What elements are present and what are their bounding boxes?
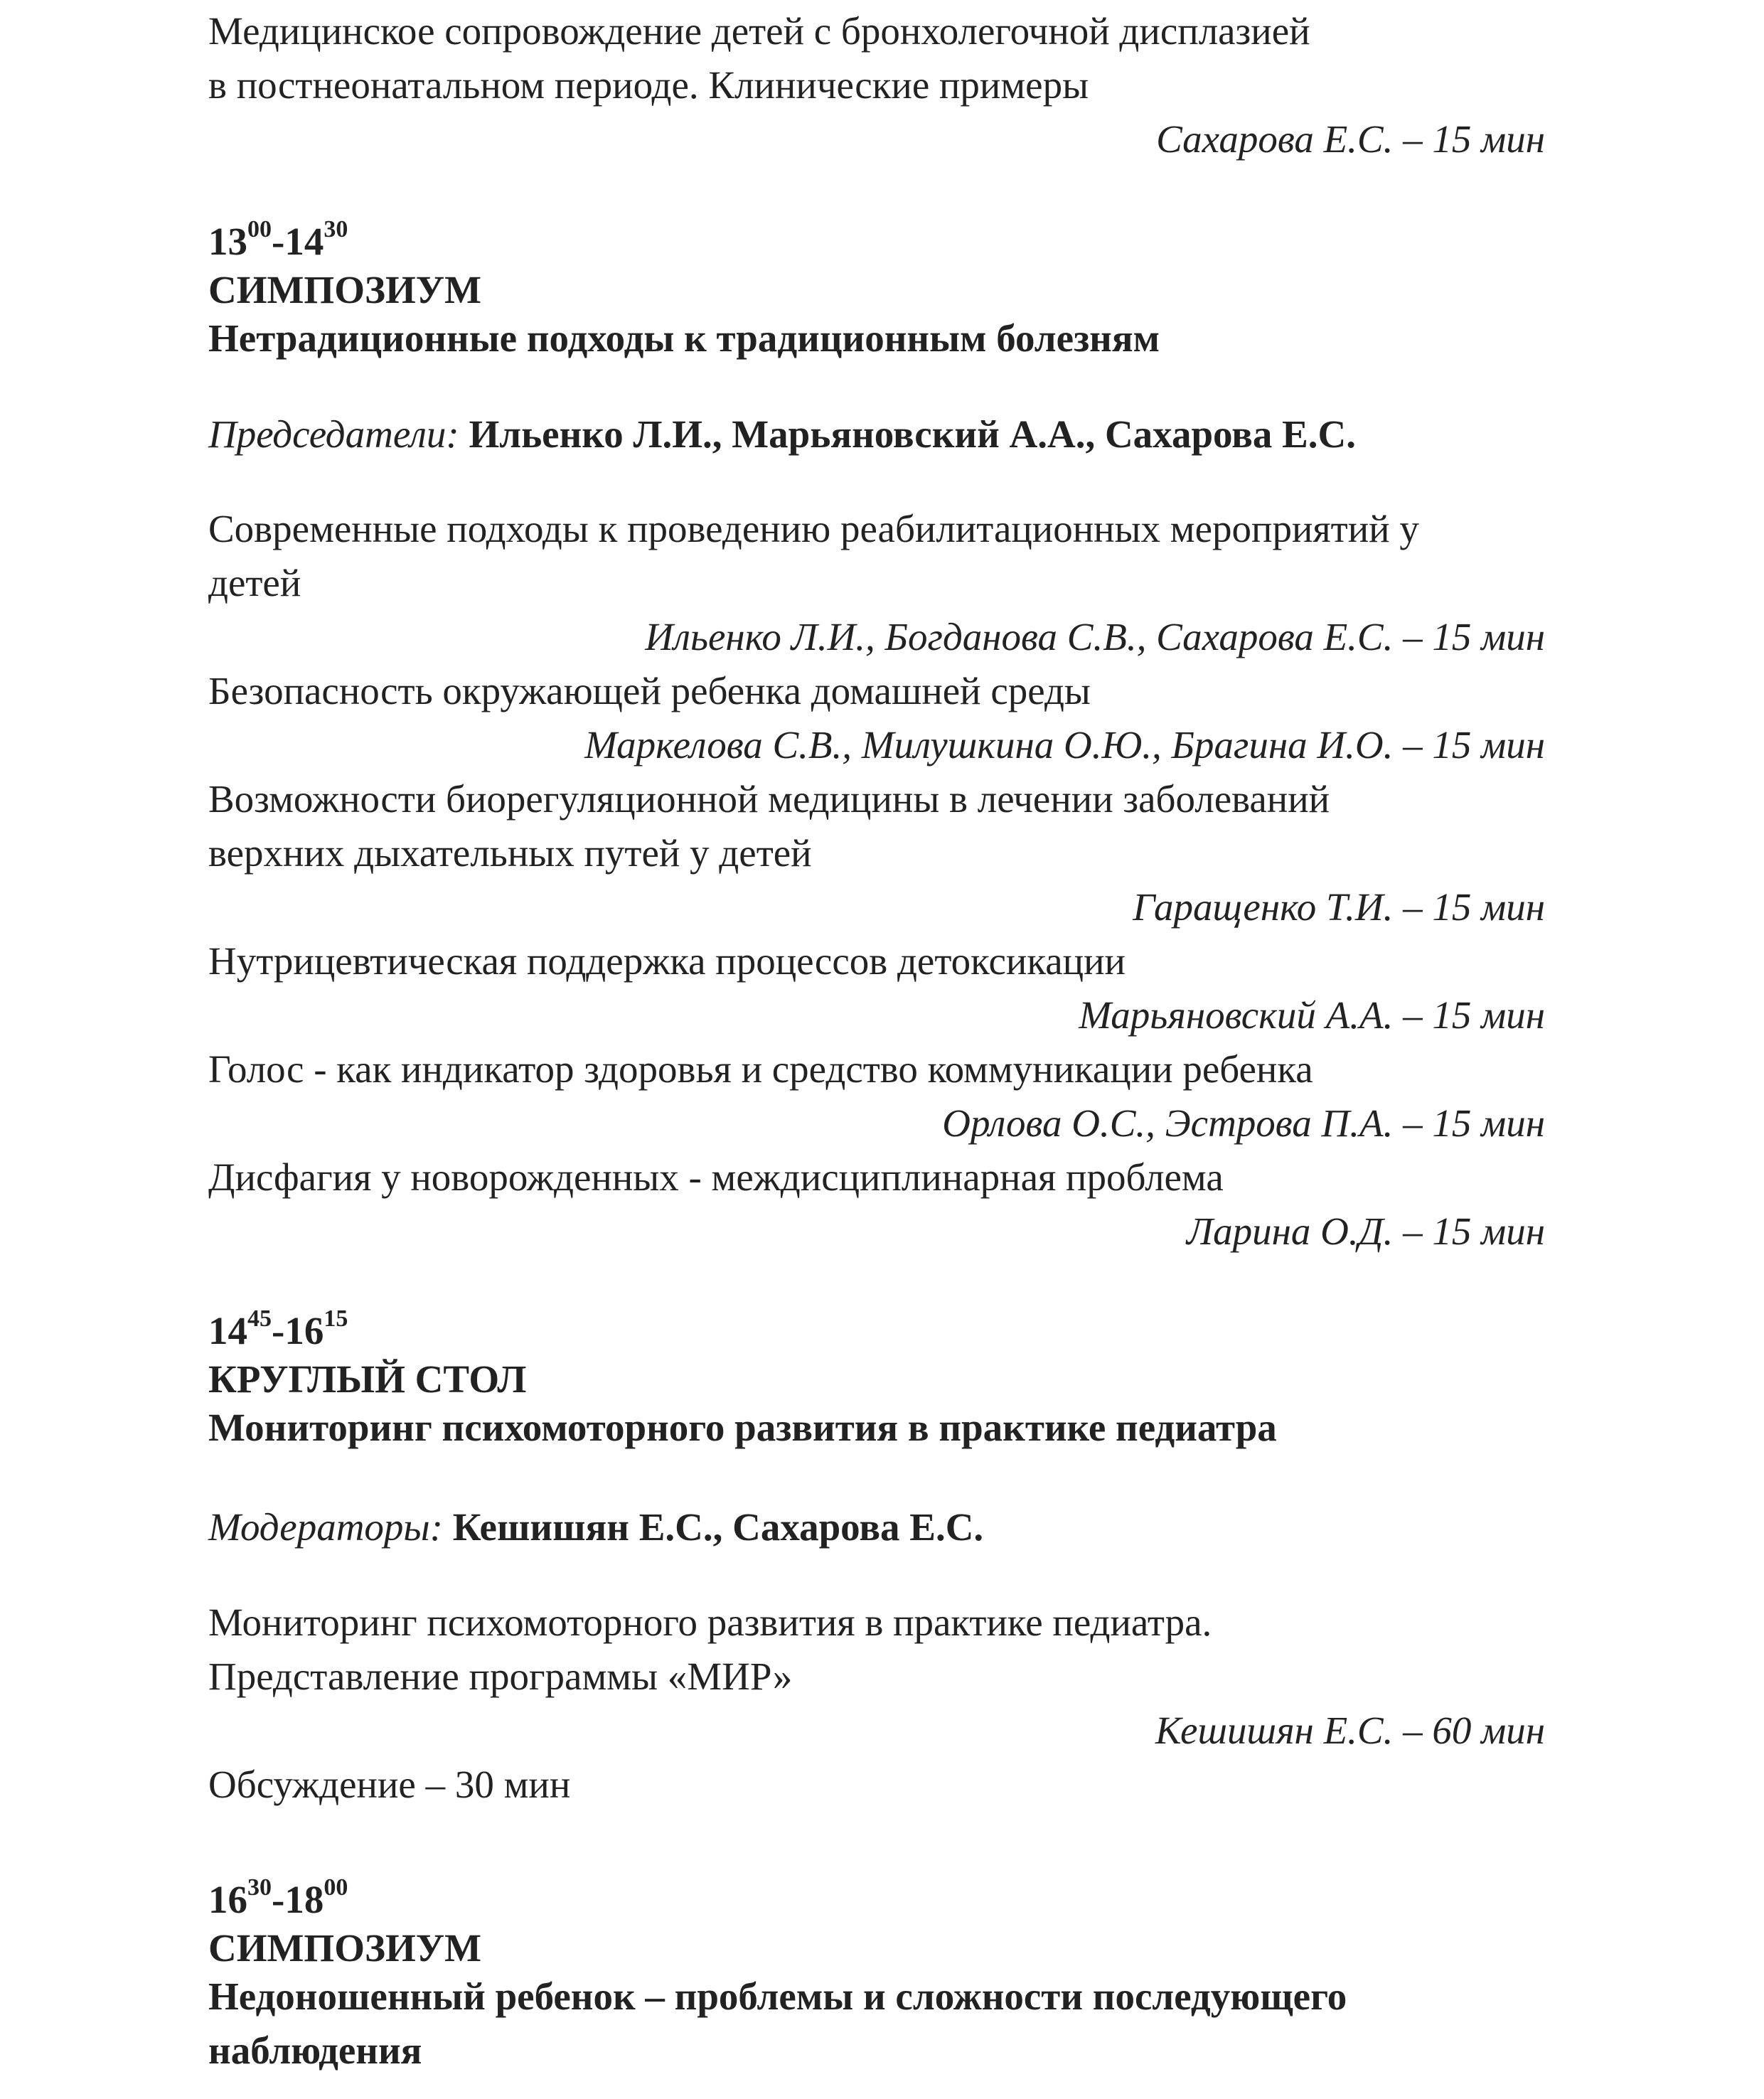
talk-2-title: Безопасность окружающей ребенка домашней среды <box>208 669 1091 712</box>
section3-time-start: 16 <box>208 1878 247 1921</box>
section2-title: Мониторинг психомоторного развития в практике педиатра <box>208 1406 1277 1449</box>
section2-time-end: 16 <box>284 1309 324 1352</box>
section3-time-end-minutes: 00 <box>324 1874 348 1901</box>
section2-moderators-label: Модераторы: <box>208 1505 443 1549</box>
section2-discussion: Обсуждение – 30 мин <box>208 1763 571 1806</box>
section2-moderators-names: Кешишян Е.С., Сахарова Е.С. <box>452 1505 984 1549</box>
intro-talk-author: Сахарова Е.С. – 15 мин <box>1156 117 1545 161</box>
talk-6-author: Ларина О.Д. – 15 мин <box>1186 1209 1545 1253</box>
section1-time-sep: - <box>272 220 285 263</box>
section1-time-end: 14 <box>284 220 324 263</box>
section1-chairs-label: Председатели: <box>208 412 459 456</box>
section3-title-line1: Недоношенный ребенок – проблемы и сложности последующего <box>208 1975 1347 2018</box>
talk-5-author: Орлова О.С., Эстрова П.А. – 15 мин <box>942 1101 1545 1145</box>
section3-type: СИМПОЗИУМ <box>208 1926 482 1970</box>
talk-5-title: Голос - как индикатор здоровья и средство коммуникации ребенка <box>208 1047 1313 1091</box>
talk-3-title-line2: верхних дыхательных путей у детей <box>208 831 812 875</box>
talk-1-author: Ильенко Л.И., Богданова С.В., Сахарова Е.С. – 15 мин <box>645 615 1545 658</box>
section1-time-start: 13 <box>208 220 247 263</box>
section2-time-sep: - <box>272 1309 285 1352</box>
section2-talk-title-line2: Представление программы «МИР» <box>208 1655 793 1698</box>
section2-type: КРУГЛЫЙ СТОЛ <box>208 1357 527 1401</box>
section2-time <box>208 1304 1545 1358</box>
section1-time <box>208 215 1545 269</box>
section1-chairs <box>208 407 1545 461</box>
talk-1-title-line2: детей <box>208 561 301 604</box>
section1-chairs-names: Ильенко Л.И., Марьяновский А.А., Сахарова Е.С. <box>469 412 1357 456</box>
intro-talk-title-line1: Медицинское сопровождение детей с бронхолегочной дисплазией <box>208 9 1310 53</box>
section1-time-start-minutes: 00 <box>247 215 272 242</box>
section2-moderators <box>208 1500 1545 1554</box>
talk-3-title-line1: Возможности биорегуляционной медицины в лечении заболеваний <box>208 777 1330 821</box>
section3-title-line2: наблюдения <box>208 2029 422 2072</box>
talk-3-author: Гаращенко Т.И. – 15 мин <box>1133 885 1545 929</box>
section1-type: СИМПОЗИУМ <box>208 268 482 311</box>
section2-time-start: 14 <box>208 1309 247 1352</box>
section3-time <box>208 1873 1545 1927</box>
talk-2-author: Маркелова С.В., Милушкина О.Ю., Брагина И.О. – 15 мин <box>584 723 1545 767</box>
talk-4-title: Нутрицевтическая поддержка процессов детоксикации <box>208 939 1126 983</box>
section1-time-end-minutes: 30 <box>324 215 348 242</box>
section2-time-start-minutes: 45 <box>247 1305 272 1332</box>
section2-time-end-minutes: 15 <box>324 1305 348 1332</box>
section3-time-start-minutes: 30 <box>247 1874 272 1901</box>
section3-time-sep: - <box>272 1878 285 1921</box>
talk-6-title: Дисфагия у новорожденных - междисциплинарная проблема <box>208 1155 1224 1199</box>
section2-talk-author: Кешишян Е.С. – 60 мин <box>1155 1709 1545 1752</box>
section3-time-end: 18 <box>284 1878 324 1921</box>
section2-talk-title-line1: Мониторинг психомоторного развития в практике педиатра. <box>208 1601 1212 1644</box>
talk-4-author: Марьяновский А.А. – 15 мин <box>1079 993 1545 1037</box>
intro-talk-title-line2: в постнеонатальном периоде. Клинические примеры <box>208 63 1089 107</box>
section1-title: Нетрадиционные подходы к традиционным болезням <box>208 316 1160 360</box>
talk-1-title-line1: Современные подходы к проведению реабилитационных мероприятий у <box>208 507 1419 550</box>
